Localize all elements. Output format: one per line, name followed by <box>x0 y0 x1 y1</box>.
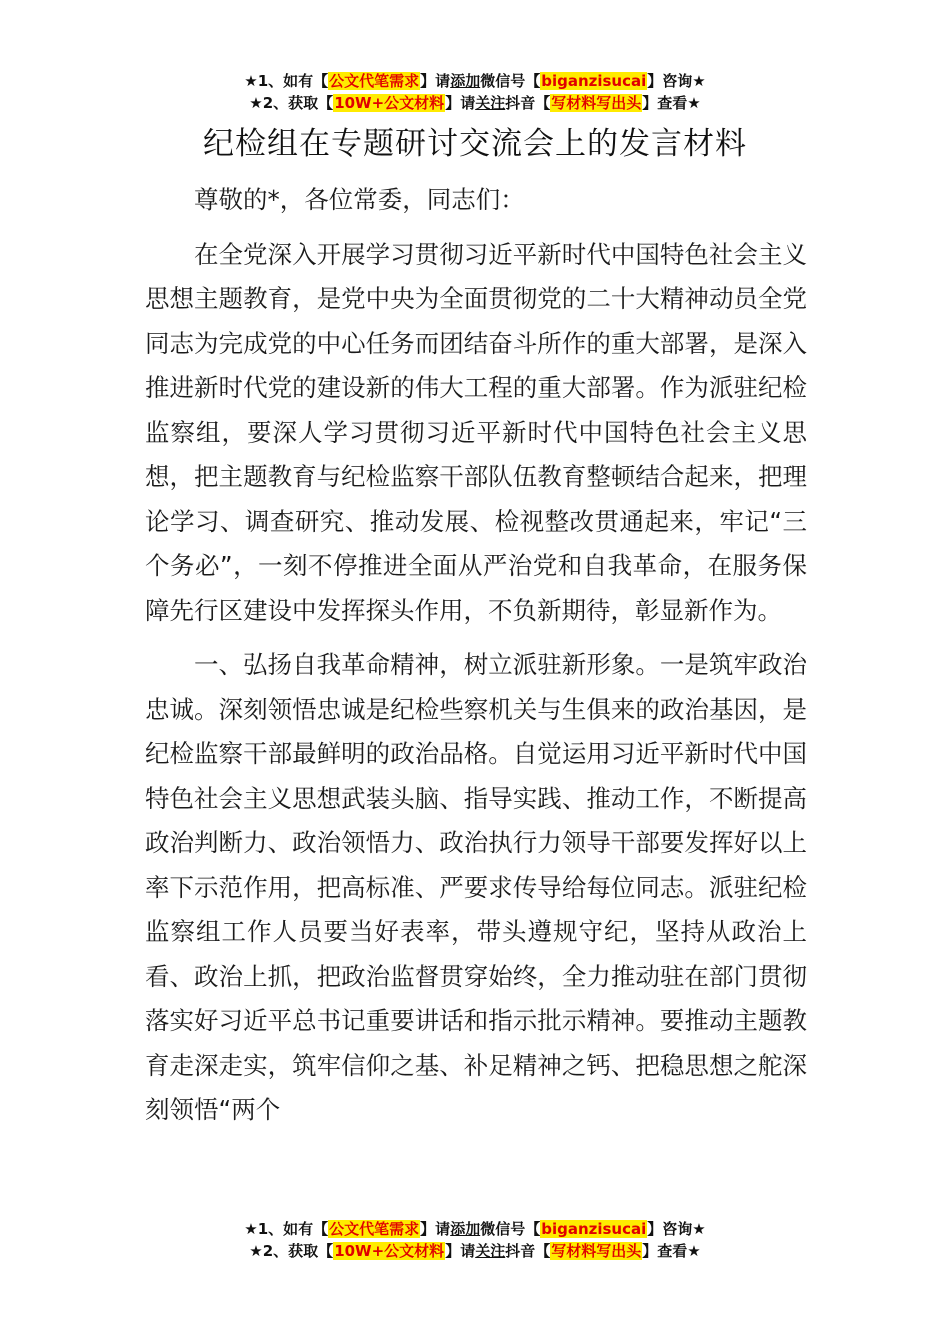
promo-text: 】查看★ <box>642 1242 701 1260</box>
promo-text: 】咨询★ <box>647 1220 706 1238</box>
promo-line-1 <box>0 1218 950 1240</box>
paragraph: 一、弘扬自我革命精神，树立派驻新形象。一是筑牢政治忠诚。深刻领悟忠诚是纪检些察机关与生俱来的政治基因，是纪检监察干部最鲜明的政治品格。自觉运用习近平新时代中国特色社会主义思想武装头脑、指导实践、推动工作，不断提高政治判断力、政治领悟力、政治执行力领导干部要发挥好以上率下示范作用，把高标准、严要求传导给每位同志。派驻纪检监察组工作人员要当好表率，带头遵规守纪，坚持从政治上看、政治上抓，把政治监督贯穿始终，全力推动驻在部门贯彻落实好习近平总书记重要讲话和指示批示精神。要推动主题教育走深走实，筑牢信仰之基、补足精神之钙、把稳思想之舵深刻领悟“两个 <box>145 650 807 1124</box>
promo-highlight: biganzisucai <box>541 1220 647 1238</box>
promo-text: ★1、如有【 <box>244 72 329 90</box>
promo-text: ★2、获取【 <box>249 94 334 112</box>
promo-text: 】请 <box>445 1242 476 1260</box>
promo-highlight: 10W+公文材料 <box>334 1242 445 1260</box>
promo-highlight: 写材料写出头 <box>551 94 642 112</box>
promo-text: 关注 <box>475 94 506 112</box>
promo-highlight: biganzisucai <box>541 72 647 90</box>
promo-line-2 <box>0 92 950 114</box>
promo-text: 关注 <box>475 1242 506 1260</box>
document-body <box>145 178 807 1133</box>
promo-text: 】请 <box>420 72 451 90</box>
promo-text: ★1、如有【 <box>244 1220 329 1238</box>
promo-line-2 <box>0 1240 950 1262</box>
promo-text: 添加 <box>450 1220 481 1238</box>
document-title: 纪检组在专题研讨交流会上的发言材料 <box>203 126 747 162</box>
promo-text: 抖音【 <box>505 94 551 112</box>
promo-text: 微信号【 <box>480 1220 541 1238</box>
promo-highlight: 写材料写出头 <box>551 1242 642 1260</box>
promo-text: 】咨询★ <box>647 72 706 90</box>
promo-text: 微信号【 <box>480 72 541 90</box>
top-promo-banner <box>0 70 950 114</box>
promo-text: 】请 <box>420 1220 451 1238</box>
promo-text: 抖音【 <box>505 1242 551 1260</box>
promo-text: 】查看★ <box>642 94 701 112</box>
promo-text: 】请 <box>445 94 476 112</box>
promo-text: ★2、获取【 <box>249 1242 334 1260</box>
salutation: 尊敬的*，各位常委，同志们： <box>194 185 525 214</box>
promo-text: 添加 <box>450 72 481 90</box>
promo-highlight: 公文代笔需求 <box>329 1220 420 1238</box>
promo-highlight: 10W+公文材料 <box>334 94 445 112</box>
promo-highlight: 公文代笔需求 <box>329 72 420 90</box>
promo-line-1 <box>0 70 950 92</box>
bottom-promo-banner <box>0 1218 950 1262</box>
paragraph: 在全党深入开展学习贯彻习近平新时代中国特色社会主义思想主题教育，是党中央为全面贯彻党的二十大精神动员全党同志为完成党的中心任务而团结奋斗所作的重大部署，是深入推进新时代党的建设新的伟大工程的重大部署。作为派驻纪检监察组，要深人学习贯彻习近平新时代中国特色社会主义思想，把主题教育与纪检监察干部队伍教育整顿结合起来，把理论学习、调查研究、推动发展、检视整改贯通起来，牢记“三个务必”，一刻不停推进全面从严治党和自我革命，在服务保障先行区建设中发挥探头作用，不负新期待，彰显新作为。 <box>145 239 807 625</box>
